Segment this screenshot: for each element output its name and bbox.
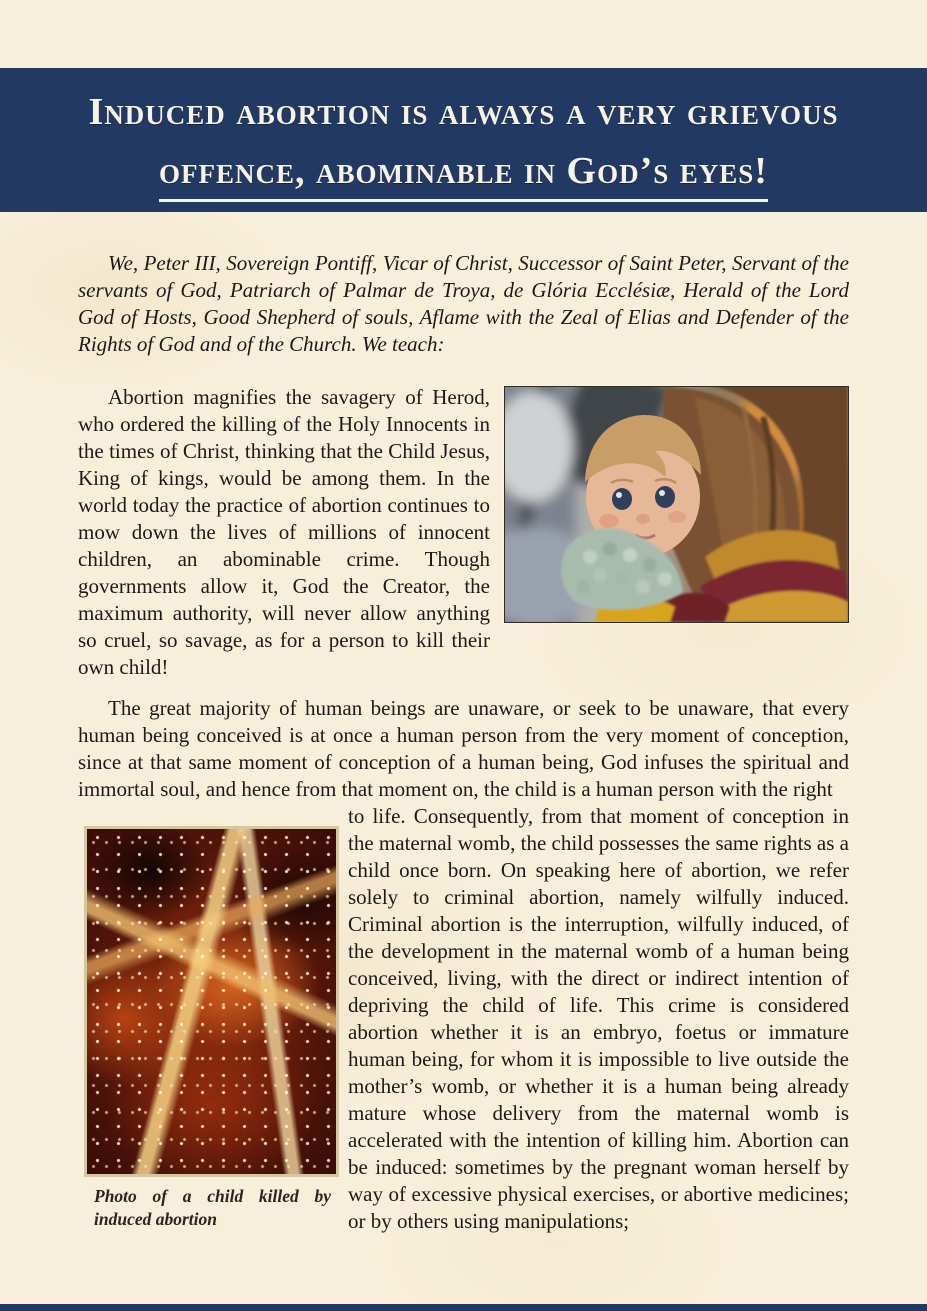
intro-paragraph: We, Peter III, Sovereign Pontiff, Vicar of Christ, Successor of Saint Peter, Servant of the servants of God, Patriarch of Palmar de Troya, de Glória Ecclésiæ, Herald of the Lord God of Hosts, Good Shepherd of souls, Aflame with the Zeal of Elias and Defender of the Rights of God and of the Church. We teach:	[78, 251, 849, 356]
baby-and-mother-photo-art	[505, 387, 848, 622]
body-paragraph-1	[78, 384, 849, 681]
body-paragraph-2b-block	[78, 803, 849, 1235]
baby-and-mother-photo	[504, 386, 849, 623]
body-paragraph-2a: The great majority of human beings are unaware, or seek to be unaware, that every human being conceived is at once a human person from the very moment of conception, since at that same moment of conception of a human being, God infuses the spiritual and immortal soul, and hence from that moment on, the child is a human person with the right	[78, 696, 849, 801]
page-content	[0, 212, 927, 1235]
body-paragraph-1-text: Abortion magnifies the savagery of Herod, who ordered the killing of the Holy Innocents in the times of Christ, thinking that the Child Jesus, King of kings, would be among them. In the world today the practice of abortion continues to mow down the lives of millions of innocent children, an abominable crime. Though governments allow it, God the Creator, the maximum authority, will never allow anything so cruel, so savage, as for a person to kill their own child!	[78, 385, 490, 679]
banner-title-line2: offence, abominable in God’s eyes!	[159, 145, 768, 202]
banner-title-line1: Induced abortion is always a very grievous	[88, 90, 839, 133]
header-banner	[0, 68, 927, 212]
aborted-child-photo	[84, 826, 339, 1177]
abortion-photo-figure	[84, 826, 333, 1231]
footer-bar	[0, 1304, 927, 1311]
photo-caption: Photo of a child killed by induced abortion	[94, 1186, 331, 1229]
body-paragraph-2b-text: to life. Consequently, from that moment of conception in the maternal womb, the child possesses the same rights as a child once born. On speaking here of abortion, we refer solely to criminal abortion, namely wilfully induced. Criminal abortion is the interruption, wilfully induced, of the development in the maternal womb of a human being conceived, living, with the direct or indirect intention of depriving the child of life. This crime is considered abortion whether it is an embryo, foetus or immature human being, for whom it is impossible to live outside the mother’s womb, or whether it is a human being already mature whose delivery from the maternal womb is accelerated with the intention of killing him. Abortion can be induced: sometimes by the pregnant woman herself by way of excessive physical exercises, or abortive medicines; or by others using manipulations;	[348, 804, 849, 1233]
